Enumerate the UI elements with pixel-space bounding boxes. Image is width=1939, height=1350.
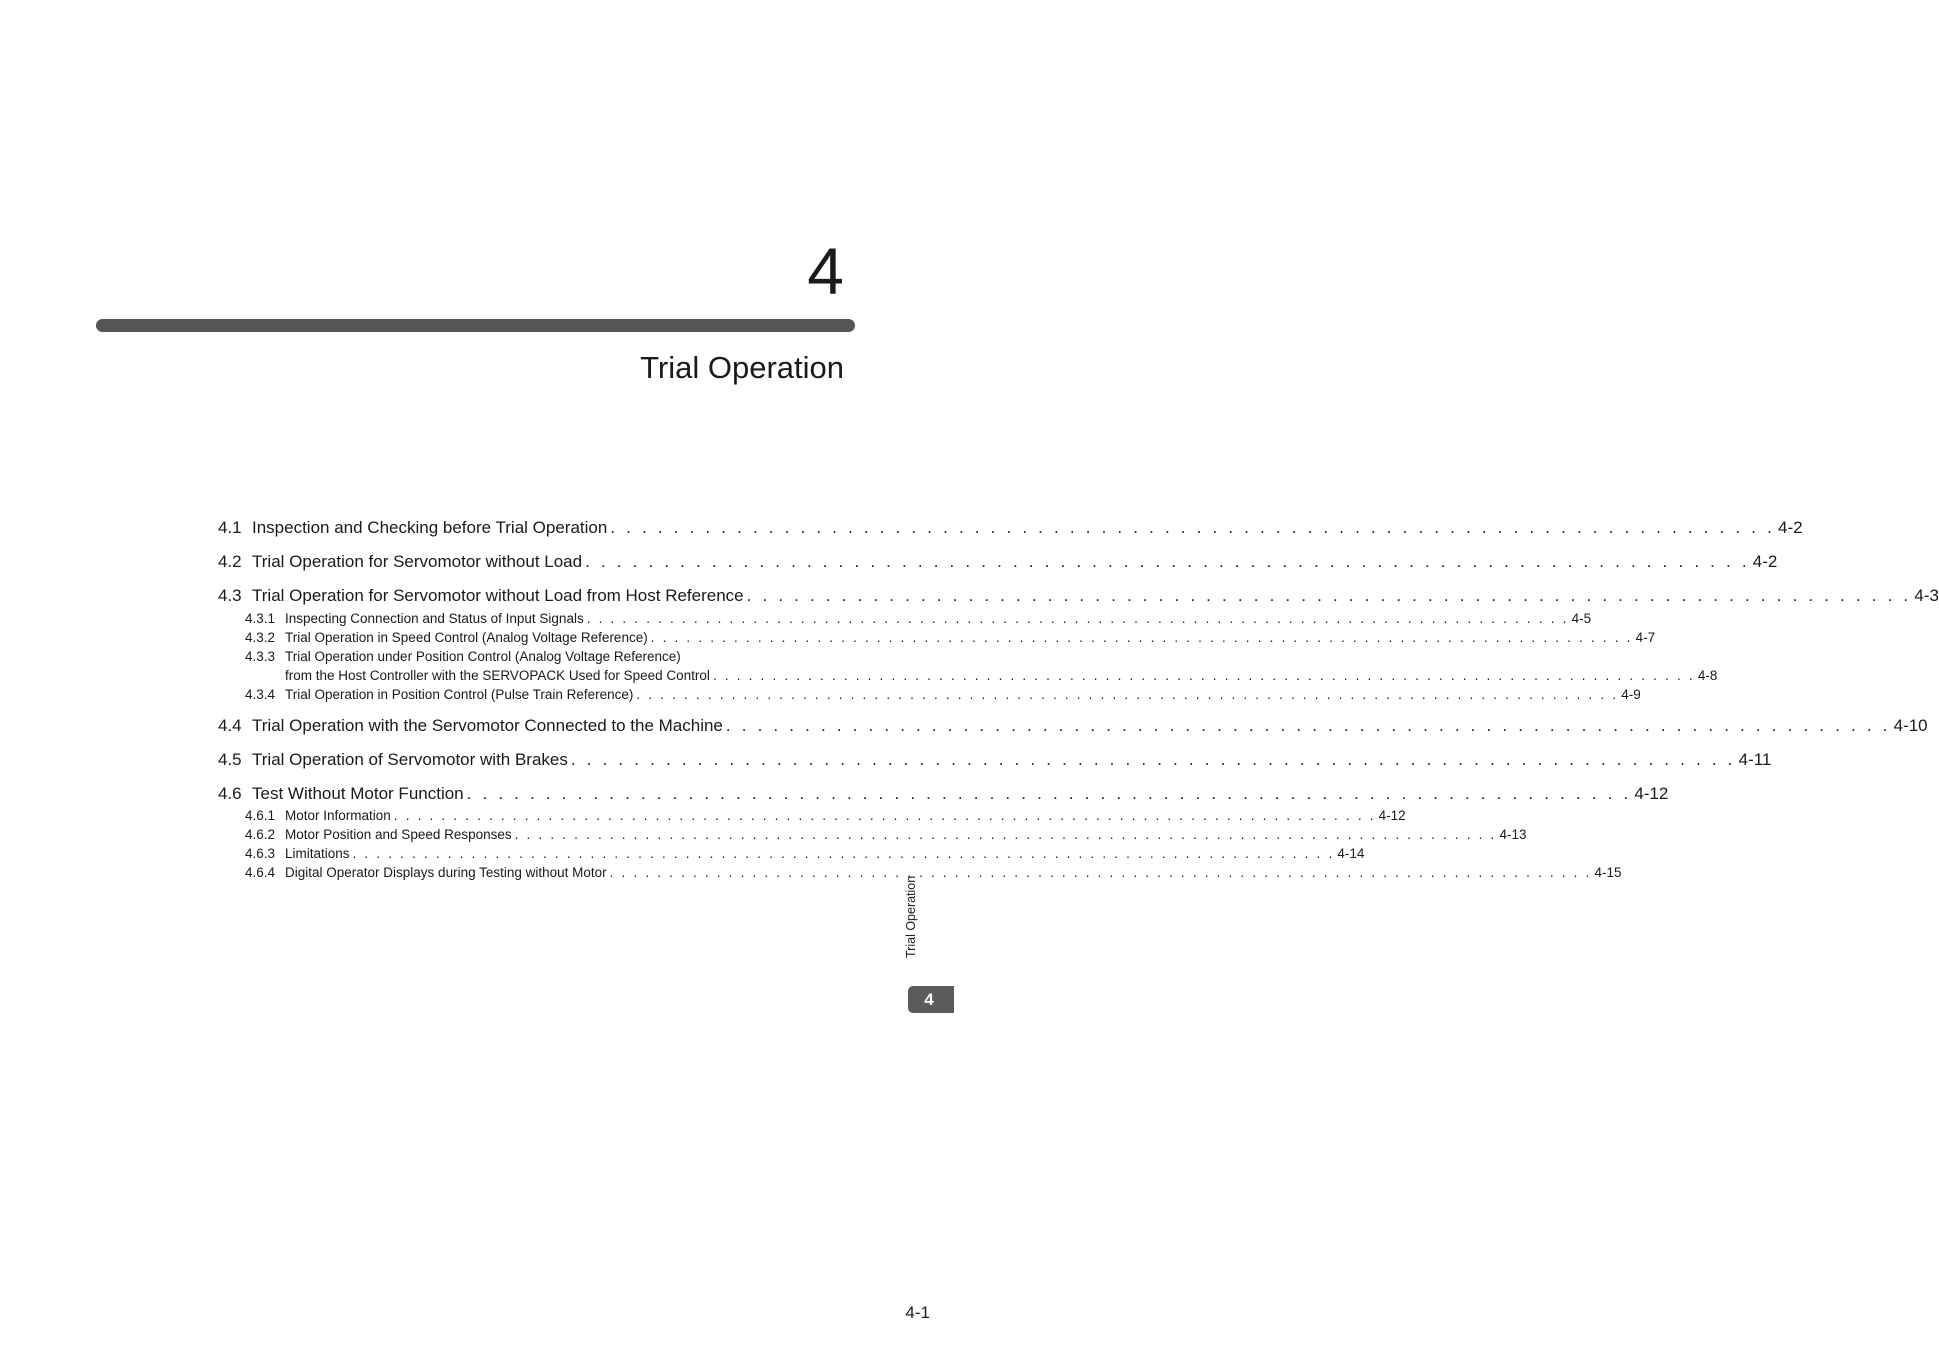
toc-dot-leader: . . . . . . . . . . . . . . . . . . . . . . . . . . . . . . . . . . . . . . . . . . . . . . . . . . . . . . . . . . . . . . . . . . . . . . . . . . — [466, 784, 1632, 803]
toc-spacer — [218, 704, 845, 714]
toc-dot-leader: . . . . . . . . . . . . . . . . . . . . . . . . . . . . . . . . . . . . . . . . . . . . . . . . . . . . . . . . . . . . . . . . . . . . . . . . . . . . . . . . . . . — [609, 865, 1592, 880]
toc-subentry-title: Trial Operation in Speed Control (Analog Voltage Reference) — [285, 630, 648, 645]
toc-entry[interactable] — [218, 584, 1939, 609]
toc-subentry[interactable] — [218, 806, 1406, 825]
toc-entry-number: 4.3 — [218, 586, 242, 605]
toc-entry[interactable] — [218, 714, 1928, 748]
toc-entry-page: 4-12 — [1634, 784, 1669, 803]
toc-subentry-number: 4.6.3 — [245, 846, 276, 861]
toc-subentry-page: 4-9 — [1621, 687, 1641, 702]
toc-entry-page: 4-3 — [1914, 586, 1939, 605]
toc-subentry-title: Motor Position and Speed Responses — [285, 827, 512, 842]
toc-entry-number: 4.5 — [218, 750, 242, 769]
toc-dot-leader: . . . . . . . . . . . . . . . . . . . . . . . . . . . . . . . . . . . . . . . . . . . . . . . . . . . . . . . . . . . . . . . . . . . . . . . . . . . . . . . . . . . — [650, 630, 1633, 645]
toc-dot-leader: . . . . . . . . . . . . . . . . . . . . . . . . . . . . . . . . . . . . . . . . . . . . . . . . . . . . . . . . . . . . . . . . . . . . . . . . . . — [585, 552, 1750, 571]
toc-entry[interactable] — [218, 550, 1778, 584]
toc-subentry-title: Trial Operation under Position Control (Analog Voltage Reference) — [285, 649, 681, 664]
toc-entry-title: Trial Operation for Servomotor without Load — [252, 552, 583, 571]
table-of-contents — [218, 516, 1939, 882]
toc-subentry-page: 4-15 — [1594, 865, 1622, 880]
toc-subentry[interactable] — [218, 844, 1365, 863]
chapter-title: Trial Operation — [640, 350, 844, 385]
toc-subentry[interactable] — [218, 647, 845, 666]
toc-entry-number: 4.4 — [218, 716, 242, 735]
toc-subentry-page: 4-8 — [1697, 668, 1718, 683]
toc-dot-leader: . . . . . . . . . . . . . . . . . . . . . . . . . . . . . . . . . . . . . . . . . . . . . . . . . . . . . . . . . . . . . . . . . . . . . . . . . . — [610, 518, 1776, 537]
toc-subentry[interactable] — [218, 863, 1622, 882]
toc-subentry-title: Limitations — [285, 846, 350, 861]
toc-subentry-number: 4.3.2 — [245, 630, 276, 645]
toc-subentry-continuation[interactable] — [218, 666, 1718, 685]
toc-dot-leader: . . . . . . . . . . . . . . . . . . . . . . . . . . . . . . . . . . . . . . . . . . . . . . . . . . . . . . . . . . . . . . . . . . . . . . . . . . — [746, 586, 1912, 605]
toc-entry-title: Trial Operation for Servomotor without Load from Host Reference — [252, 586, 744, 605]
toc-dot-leader: . . . . . . . . . . . . . . . . . . . . . . . . . . . . . . . . . . . . . . . . . . . . . . . . . . . . . . . . . . . . . . . . . . . . . . . . . . — [570, 750, 1736, 769]
toc-subentry-page: 4-7 — [1635, 630, 1656, 645]
toc-dot-leader: . . . . . . . . . . . . . . . . . . . . . . . . . . . . . . . . . . . . . . . . . . . . . . . . . . . . . . . . . . . . . . . . . . . . . . . . . . . . . . . . . . . — [352, 846, 1335, 861]
toc-dot-leader: . . . . . . . . . . . . . . . . . . . . . . . . . . . . . . . . . . . . . . . . . . . . . . . . . . . . . . . . . . . . . . . . . . . . . . . . . . . . . . . . . . . — [514, 827, 1497, 842]
toc-entry-number: 4.6 — [218, 784, 242, 803]
toc-subentry-number: 4.6.2 — [245, 827, 276, 842]
toc-entry-title: Inspection and Checking before Trial Operation — [252, 518, 608, 537]
toc-subentry-title: Trial Operation in Position Control (Pulse Train Reference) — [285, 687, 634, 702]
toc-subentry-page: 4-13 — [1499, 827, 1527, 842]
toc-subentry-page: 4-12 — [1378, 808, 1406, 823]
toc-subentry-title-continued: from the Host Controller with the SERVOPACK Used for Speed Control — [285, 668, 710, 683]
toc-entry-page: 4-11 — [1738, 750, 1772, 769]
toc-dot-leader: . . . . . . . . . . . . . . . . . . . . . . . . . . . . . . . . . . . . . . . . . . . . . . . . . . . . . . . . . . . . . . . . . . . . . . . . . . . . . . . . . . . — [712, 668, 1695, 683]
toc-subentry-number: 4.6.1 — [245, 808, 276, 823]
toc-dot-leader: . . . . . . . . . . . . . . . . . . . . . . . . . . . . . . . . . . . . . . . . . . . . . . . . . . . . . . . . . . . . . . . . . . . . . . . . . . . . . . . . . . . — [636, 687, 1619, 702]
toc-subentry-page: 4-5 — [1571, 611, 1592, 626]
toc-subentry-title: Digital Operator Displays during Testing without Motor — [285, 865, 607, 880]
toc-subentry[interactable] — [218, 825, 1527, 844]
toc-subentry-title: Motor Information — [285, 808, 391, 823]
toc-entry[interactable] — [218, 748, 1772, 782]
toc-subentry[interactable] — [218, 685, 1641, 704]
toc-entry-title: Trial Operation with the Servomotor Connected to the Machine — [252, 716, 723, 735]
side-chapter-label: Trial Operation — [904, 875, 918, 958]
chapter-divider-bar — [96, 319, 855, 332]
toc-entry-title: Trial Operation of Servomotor with Brakes — [252, 750, 568, 769]
toc-dot-leader: . . . . . . . . . . . . . . . . . . . . . . . . . . . . . . . . . . . . . . . . . . . . . . . . . . . . . . . . . . . . . . . . . . . . . . . . . . . . . . . . . . . — [393, 808, 1376, 823]
toc-entry[interactable] — [218, 782, 1669, 806]
toc-dot-leader: . . . . . . . . . . . . . . . . . . . . . . . . . . . . . . . . . . . . . . . . . . . . . . . . . . . . . . . . . . . . . . . . . . . . . . . . . . — [725, 716, 1891, 735]
page-number: 4-1 — [905, 1303, 930, 1322]
toc-subentry-title: Inspecting Connection and Status of Input Signals — [285, 611, 584, 626]
toc-entry-page: 4-10 — [1893, 716, 1928, 735]
toc-subentry-page: 4-14 — [1337, 846, 1365, 861]
toc-entry-page: 4-2 — [1752, 552, 1778, 571]
toc-entry-title: Test Without Motor Function — [252, 784, 464, 803]
toc-entry-page: 4-2 — [1778, 518, 1803, 537]
side-chapter-tab[interactable]: 4 — [908, 986, 954, 1013]
chapter-number: 4 — [807, 234, 844, 308]
toc-entry-number: 4.2 — [218, 552, 242, 571]
toc-subentry[interactable] — [218, 628, 1656, 647]
toc-subentry[interactable] — [218, 609, 1592, 628]
toc-entry[interactable] — [218, 516, 1803, 550]
toc-entry-number: 4.1 — [218, 518, 242, 537]
toc-dot-leader: . . . . . . . . . . . . . . . . . . . . . . . . . . . . . . . . . . . . . . . . . . . . . . . . . . . . . . . . . . . . . . . . . . . . . . . . . . . . . . . . . . . — [586, 611, 1569, 626]
toc-subentry-number: 4.6.4 — [245, 865, 276, 880]
toc-subentry-number: 4.3.3 — [245, 649, 276, 664]
toc-subentry-number: 4.3.1 — [245, 611, 276, 626]
toc-subentry-number: 4.3.4 — [245, 687, 276, 702]
